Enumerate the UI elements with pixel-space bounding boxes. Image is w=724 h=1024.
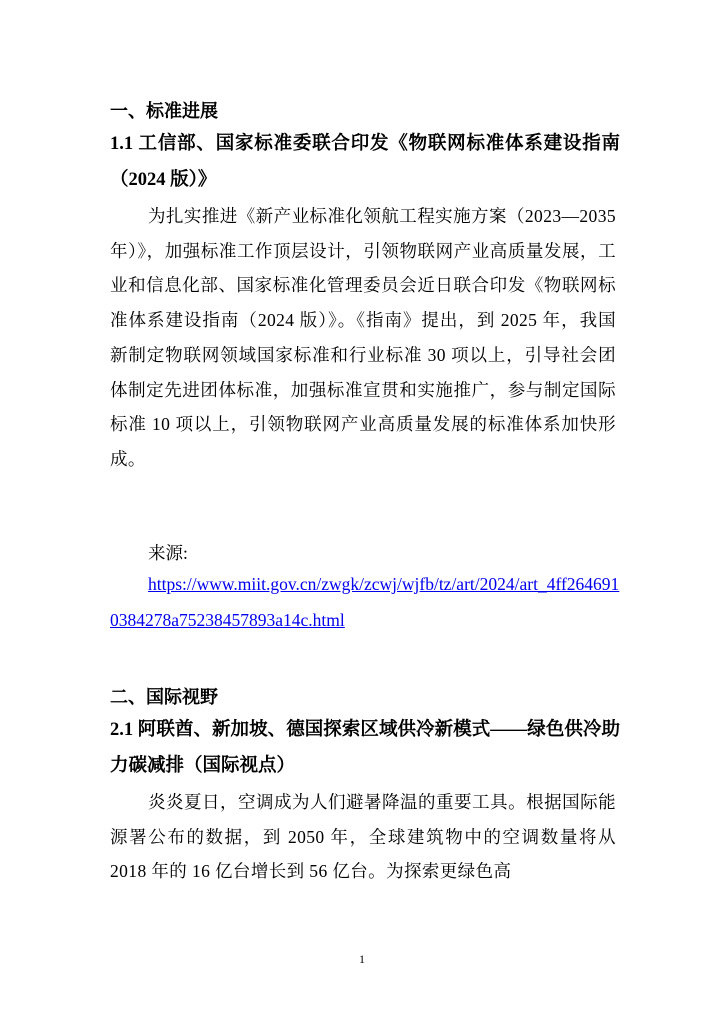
article-title-iot-guide: 1.1 工信部、国家标准委联合印发《物联网标准体系建设指南（2024 版）》	[110, 134, 620, 190]
source-link[interactable]: https://www.miit.gov.cn/zwgk/zcwj/wjfb/tz/art/2024/art_4ff2646910384278a75238457893a14c.html	[110, 574, 620, 630]
article-body-district-cooling: 炎炎夏日，空调成为人们避暑降温的重要工具。根据国际能源署公布的数据，到 2050 年，全球建筑物中的空调数量将从 2018 年的 16 亿台增长到 56 亿台。为探索更绿色高	[110, 792, 616, 882]
article-title-district-cooling: 2.1 阿联酋、新加坡、德国探索区域供冷新模式——绿色供冷助力碳减排（国际视点）	[110, 720, 620, 776]
source-label: 来源:	[148, 543, 188, 563]
article-body-iot-guide: 为扎实推进《新产业标准化领航工程实施方案（2023—2035 年）》，加强标准工作顶层设计，引领物联网产业高质量发展，工业和信息化部、国家标准化管理委员会近日联合印发《物联网标准体系建设指南（2024 版）》。《指南》提出，到 2025 年，我国新制定物联网领域国家标准和行业标准 30 项以上，引导社会团体制定先进团体标准，加强标准宣贯和实施推广，参与制定国际标准 10 项以上，引领物联网产业高质量发展的标准体系加快形成。	[110, 206, 616, 469]
section-heading-international: 二、国际视野	[110, 687, 218, 707]
page-number: 1	[359, 952, 365, 966]
section-heading-standards: 一、标准进展	[110, 101, 218, 121]
